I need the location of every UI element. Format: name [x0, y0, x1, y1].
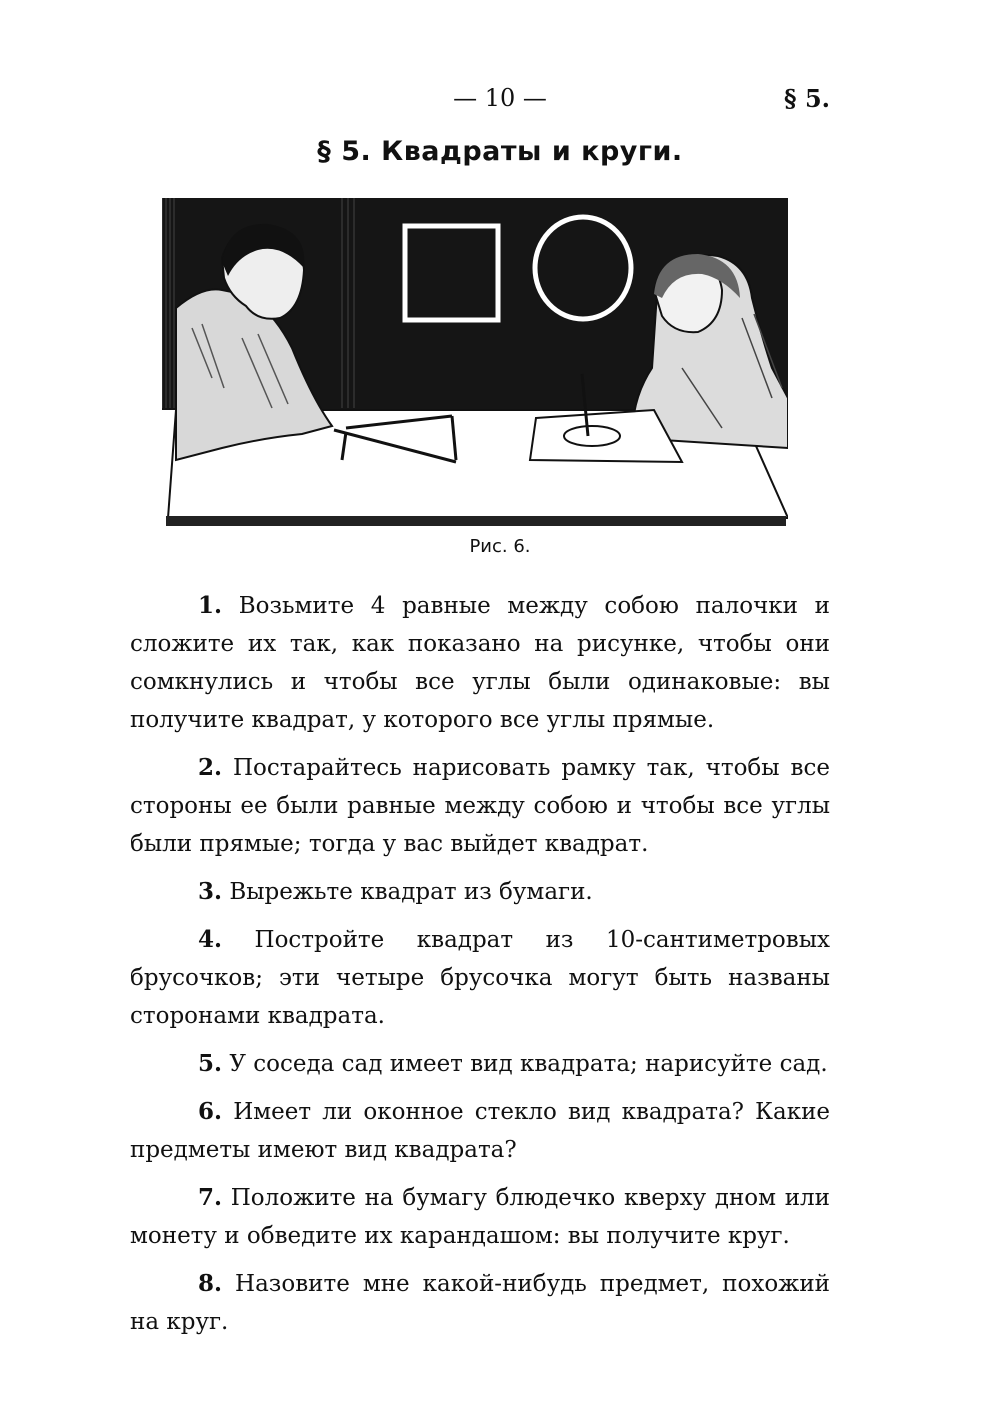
exercise-text: Положите на бумагу блюдечко кверху дном или монету и обведите их карандашом: вы получите круг.	[130, 1185, 830, 1249]
table-edge	[166, 516, 786, 526]
exercise-item	[130, 1179, 830, 1255]
exercise-text: У соседа сад имеет вид квадрата; нарисуйте сад.	[229, 1051, 828, 1077]
exercise-number: 8.	[198, 1270, 223, 1297]
exercise-number: 4.	[198, 926, 223, 953]
exercise-number: 5.	[198, 1050, 223, 1077]
section-title: § 5. Квадраты и круги.	[317, 136, 683, 167]
exercise-number: 3.	[198, 878, 223, 905]
exercise-text: Постройте квадрат из 10-сантиметровых брусочков; эти четыре брусочка могут быть названы сторонами квадрата.	[130, 927, 831, 1029]
running-section-mark: § 5.	[784, 84, 830, 113]
exercise-number: 2.	[198, 754, 223, 781]
exercise-item	[130, 749, 830, 863]
exercise-item	[130, 587, 830, 739]
exercise-number: 7.	[198, 1184, 223, 1211]
exercise-text: Назовите мне какой-нибудь предмет, похожий на круг.	[130, 1271, 830, 1335]
exercise-text: Вырежьте квадрат из бумаги.	[229, 879, 593, 905]
exercise-text: Постарайтесь нарисовать рамку так, чтобы все стороны ее были равные между собою и чтобы все углы были прямые; тогда у вас выйдет квадрат.	[130, 755, 830, 857]
exercise-item	[130, 1093, 830, 1169]
exercise-item	[130, 921, 830, 1035]
exercise-item	[130, 873, 830, 911]
exercise-item	[130, 1265, 830, 1341]
exercise-number: 1.	[198, 592, 223, 619]
exercise-text: Имеет ли оконное стекло вид квадрата? Какие предметы имеют вид квадрата?	[130, 1099, 831, 1163]
exercise-number: 6.	[198, 1098, 223, 1125]
illustration-svg	[162, 198, 788, 528]
page-header	[0, 84, 1000, 114]
exercise-text: Возьмите 4 равные между собою палочки и сложите их так, как показано на рисунке, чтобы они сомкнулись и чтобы все углы были одинаковые: вы получите квадрат, у которого все углы прямые.	[130, 593, 830, 733]
figure-illustration	[162, 198, 788, 528]
page-number: — 10 —	[453, 84, 547, 112]
exercise-list	[130, 587, 830, 1351]
exercise-item	[130, 1045, 830, 1083]
figure-caption: Рис. 6.	[469, 536, 531, 557]
